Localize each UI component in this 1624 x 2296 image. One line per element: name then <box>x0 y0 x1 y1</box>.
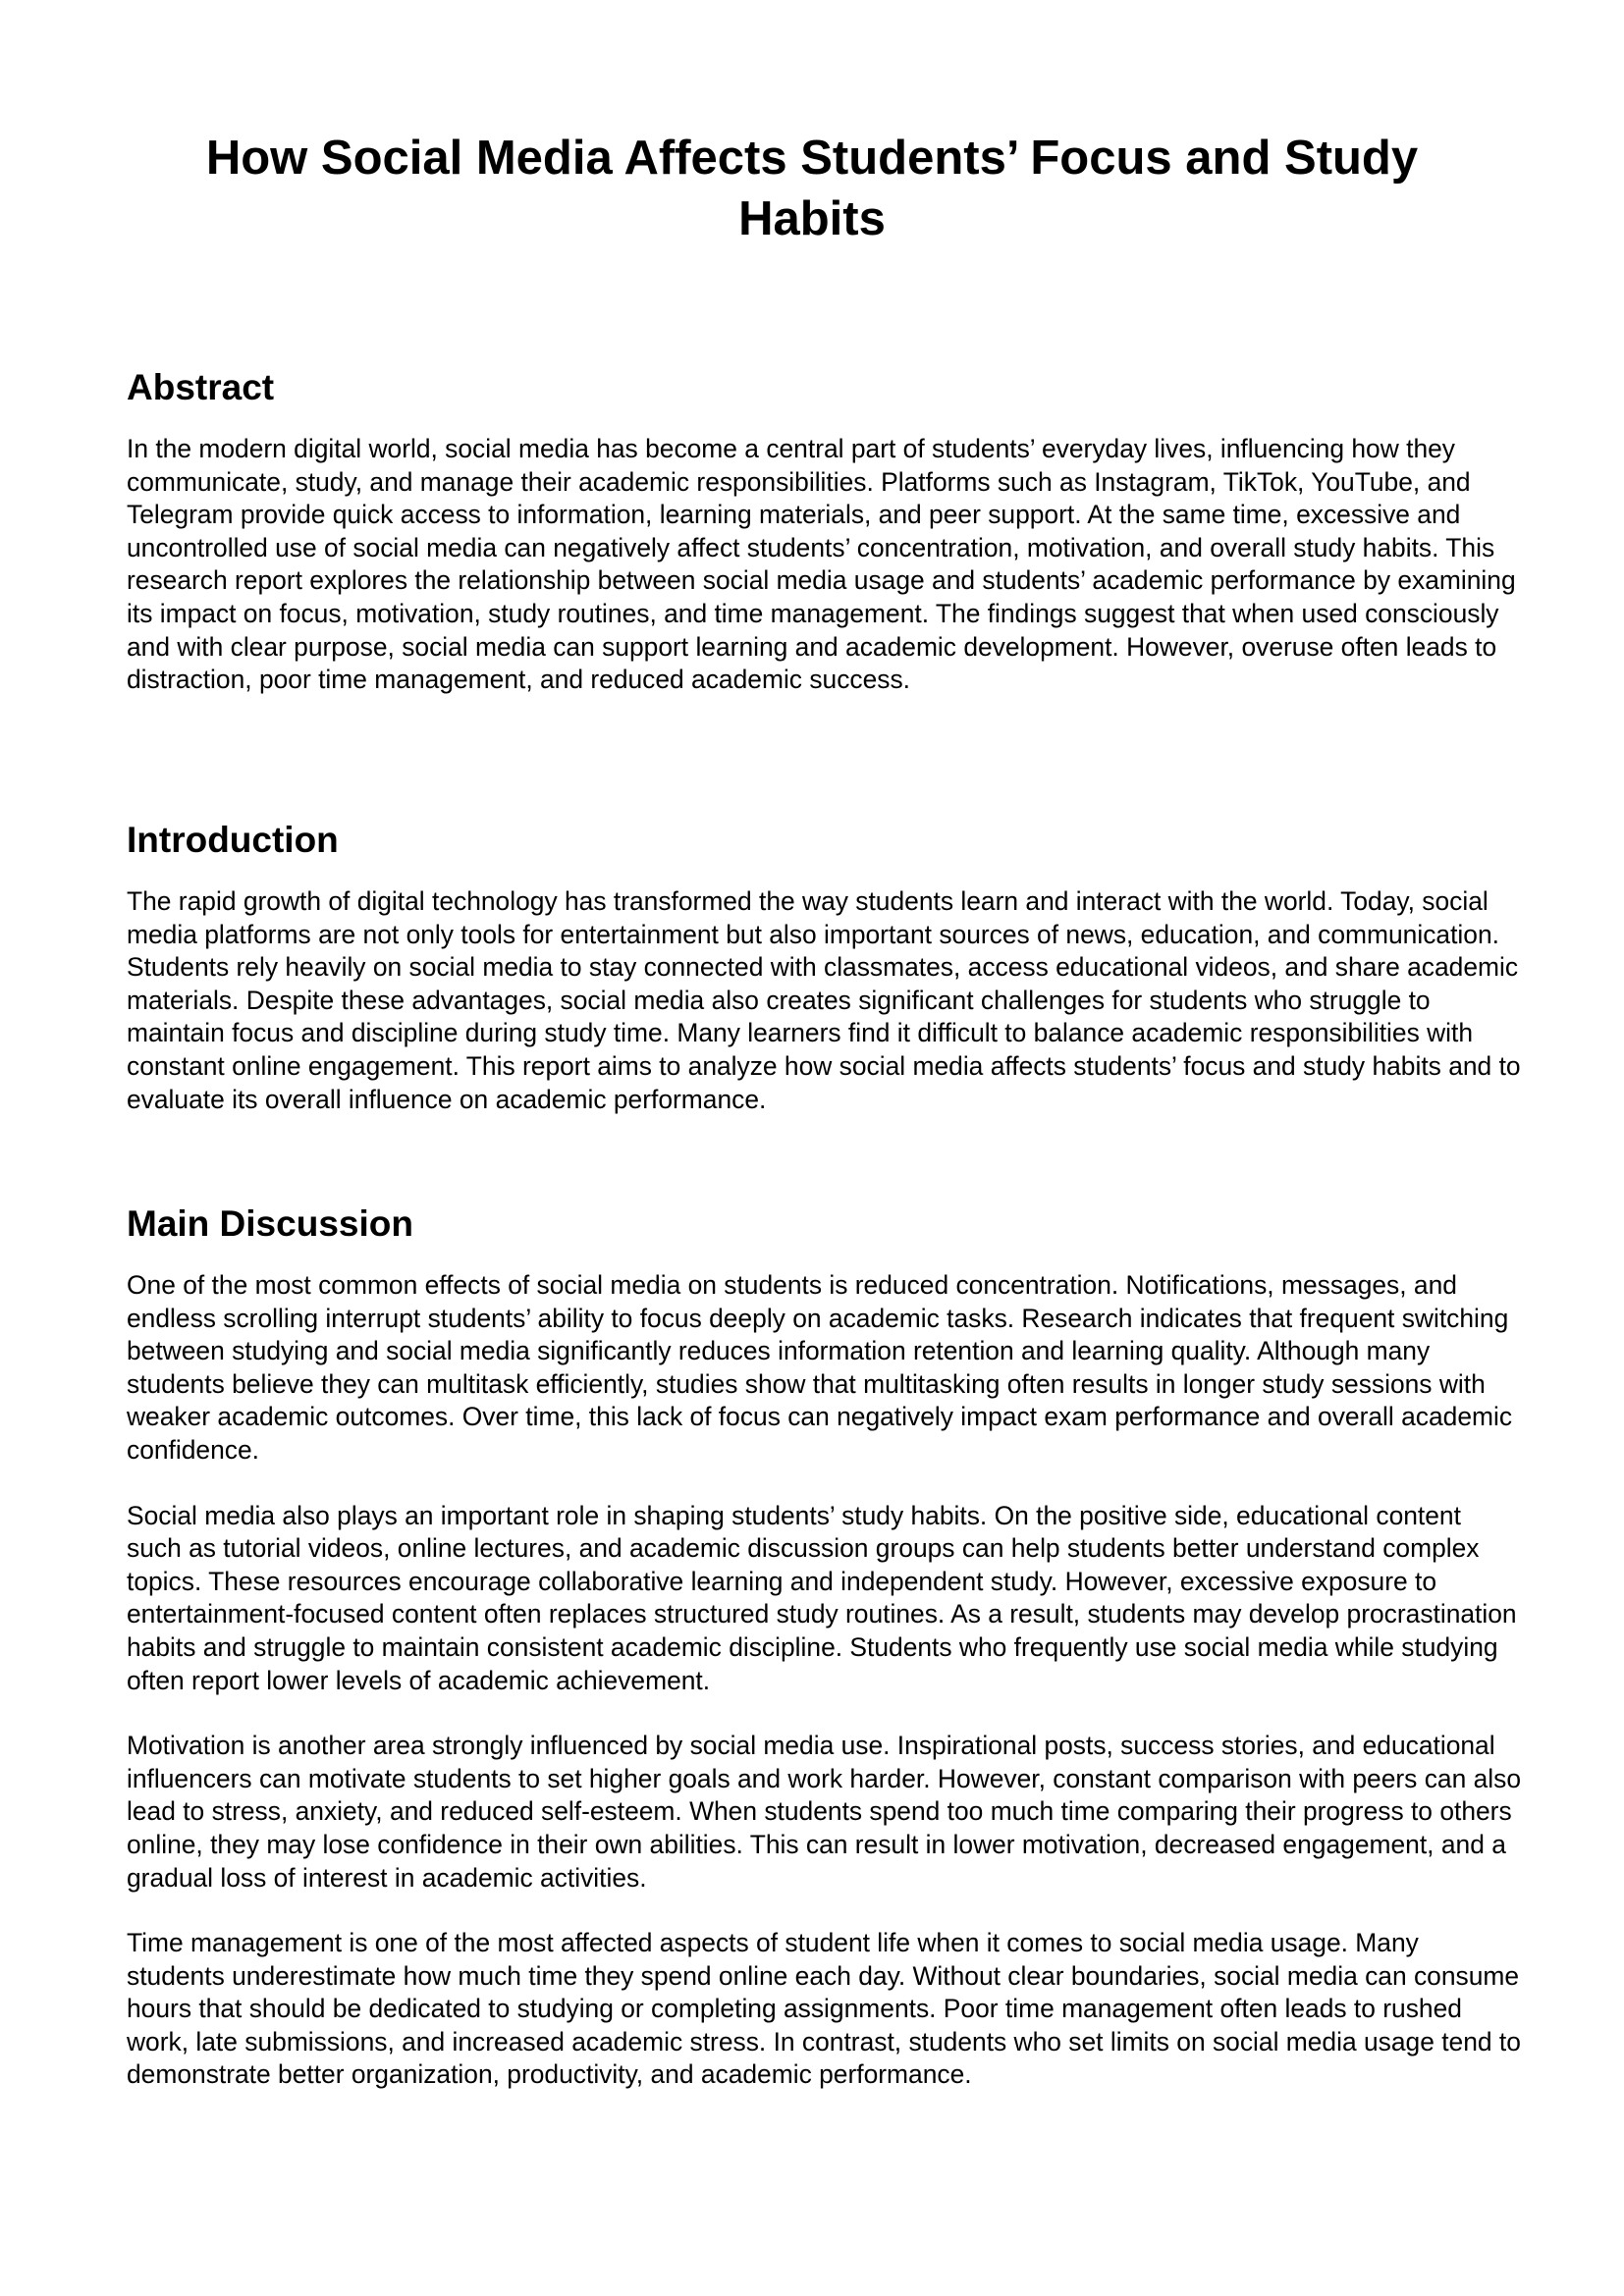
main-discussion-paragraph: One of the most common effects of social media on students is reduced concentration. Notifications, messages, and endless scrolling interrupt students’ ability to focus deeply on academic tasks. Research indicates that frequent switching between studying and social media significantly reduces information retention and learning quality. Although many students believe they can multitask efficiently, studies show that multitasking often results in longer study sessions with weaker academic outcomes. Over time, this lack of focus can negatively impact exam performance and overall academic confidence. <box>127 1270 1513 1465</box>
section-heading-abstract: Abstract <box>127 367 275 407</box>
introduction-paragraph: The rapid growth of digital technology has transformed the way students learn and interact with the world. Today, social media platforms are not only tools for entertainment but also important sources of news, education, and communication. Students rely heavily on social media to stay connected with classmates, access educational videos, and share academic materials. Despite these advantages, social media also creates significant challenges for students who struggle to maintain focus and discipline during study time. Many learners find it difficult to balance academic responsibilities with constant online engagement. This report aims to analyze how social media affects students’ focus and study habits and to evaluate its overall influence on academic performance. <box>127 886 1521 1114</box>
introduction-section <box>127 819 1521 1116</box>
abstract-paragraph: In the modern digital world, social media has become a central part of students’ everyday lives, influencing how they communicate, study, and manage their academic responsibilities. Platforms such as Instagram, TikTok, YouTube, and Telegram provide quick access to information, learning materials, and peer support. At the same time, excessive and uncontrolled use of social media can negatively affect students’ concentration, motivation, and overall study habits. This research report explores the relationship between social media usage and students’ academic performance by examining its impact on focus, motivation, study routines, and time management. The findings suggest that when used consciously and with clear purpose, social media can support learning and academic development. However, overuse often leads to distraction, poor time management, and reduced academic success. <box>127 434 1516 695</box>
section-heading-introduction: Introduction <box>127 820 339 860</box>
main-discussion-section <box>127 1202 1521 2092</box>
main-discussion-paragraph: Social media also plays an important role in shaping students’ study habits. On the positive side, educational content such as tutorial videos, online lectures, and academic discussion groups can help students better understand complex topics. These resources encourage collaborative learning and independent study. However, excessive exposure to entertainment-focused content often replaces structured study routines. As a result, students may develop procrastination habits and struggle to maintain consistent academic discipline. Students who frequently use social media while studying often report lower levels of academic achievement. <box>127 1500 1517 1695</box>
section-heading-main-discussion: Main Discussion <box>127 1203 413 1244</box>
abstract-section <box>127 366 1521 697</box>
document-title: How Social Media Affects Students’ Focus and Study Habits <box>205 132 1419 245</box>
main-discussion-paragraph: Time management is one of the most affected aspects of student life when it comes to social media usage. Many students underestimate how much time they spend online each day. Without clear boundaries, social media can consume hours that should be dedicated to studying or completing assignments. Poor time management often leads to rushed work, late submissions, and increased academic stress. In contrast, students who set limits on social media usage tend to demonstrate better organization, productivity, and academic performance. <box>127 1928 1521 2090</box>
main-discussion-paragraph: Motivation is another area strongly influenced by social media use. Inspirational posts, success stories, and educational influencers can motivate students to set higher goals and work harder. However, constant comparison with peers can also lead to stress, anxiety, and reduced self-esteem. When students spend too much time comparing their progress to others online, they may lose confidence in their own abilities. This can result in lower motivation, decreased engagement, and a gradual loss of interest in academic activities. <box>127 1731 1521 1893</box>
